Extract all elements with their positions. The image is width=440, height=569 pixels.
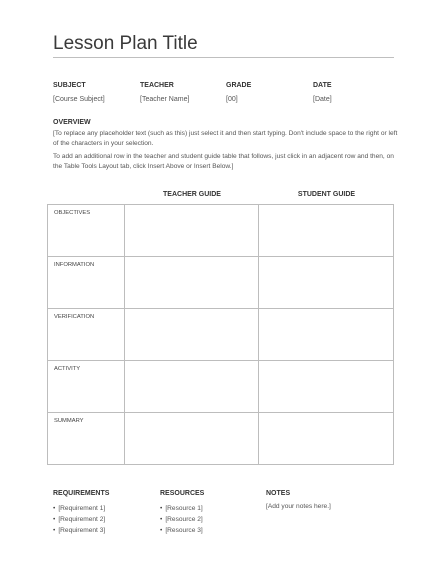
list-item[interactable] [160,525,203,536]
overview-paragraph-1[interactable]: [To replace any placeholder text (such as this) just select it and then start typing. Don't include space to the right or left of the characters in your selection. [53,130,398,147]
notes-heading: NOTES [266,490,291,497]
teacher-guide-header: TEACHER GUIDE [163,191,221,198]
list-item[interactable] [53,503,105,514]
resources-heading: RESOURCES [160,490,205,497]
row-label-information: INFORMATION [48,257,125,309]
page-title[interactable]: Lesson Plan Title [53,33,198,54]
bullet-icon: • [160,527,163,534]
student-guide-header: STUDENT GUIDE [297,191,356,198]
requirement-text: [Requirement 1] [58,505,106,512]
teacher-guide-cell[interactable] [125,309,259,361]
list-item[interactable] [160,503,203,514]
requirements-list [53,503,105,536]
teacher-value[interactable]: [Teacher Name] [140,96,190,103]
bullet-icon: • [160,505,163,512]
student-guide-cell[interactable] [259,413,394,465]
table-row [48,205,394,257]
subject-value[interactable]: [Course Subject] [53,96,105,103]
row-label-objectives: OBJECTIVES [48,205,125,257]
teacher-guide-cell[interactable] [125,361,259,413]
date-value[interactable]: [Date] [313,96,332,103]
requirement-text: [Requirement 3] [58,527,106,534]
resources-list [160,503,203,536]
row-label-activity: ACTIVITY [48,361,125,413]
student-guide-cell[interactable] [259,257,394,309]
row-label-verification: VERIFICATION [48,309,125,361]
resource-text: [Resource 3] [165,527,203,534]
teacher-guide-cell[interactable] [125,257,259,309]
teacher-guide-cell[interactable] [125,413,259,465]
requirement-text: [Requirement 2] [58,516,106,523]
table-row [48,413,394,465]
resource-text: [Resource 2] [165,516,203,523]
grade-label: GRADE [226,82,252,89]
teacher-label: TEACHER [140,82,174,89]
student-guide-cell[interactable] [259,205,394,257]
overview-paragraph-2[interactable]: To add an additional row in the teacher and student guide table that follows, just click in an adjacent row and then, on the Table Tools Layout tab, click Insert Above or Insert Below.] [53,153,394,170]
bullet-icon: • [160,516,163,523]
guide-table [47,204,394,465]
list-item[interactable] [53,525,105,536]
list-item[interactable] [160,514,203,525]
bullet-icon: • [53,527,56,534]
table-row [48,361,394,413]
subject-label: SUBJECT [53,82,86,89]
bullet-icon: • [53,505,56,512]
teacher-guide-cell[interactable] [125,205,259,257]
grade-value[interactable]: [00] [226,96,238,103]
table-row [48,309,394,361]
student-guide-cell[interactable] [259,309,394,361]
date-label: DATE [313,82,332,89]
requirements-heading: REQUIREMENTS [53,490,110,497]
bullet-icon: • [53,516,56,523]
student-guide-cell[interactable] [259,361,394,413]
notes-value[interactable]: [Add your notes here.] [266,503,331,510]
resource-text: [Resource 1] [165,505,203,512]
title-divider [53,57,394,58]
overview-heading: OVERVIEW [53,119,91,126]
row-label-summary: SUMMARY [48,413,125,465]
list-item[interactable] [53,514,105,525]
table-row [48,257,394,309]
